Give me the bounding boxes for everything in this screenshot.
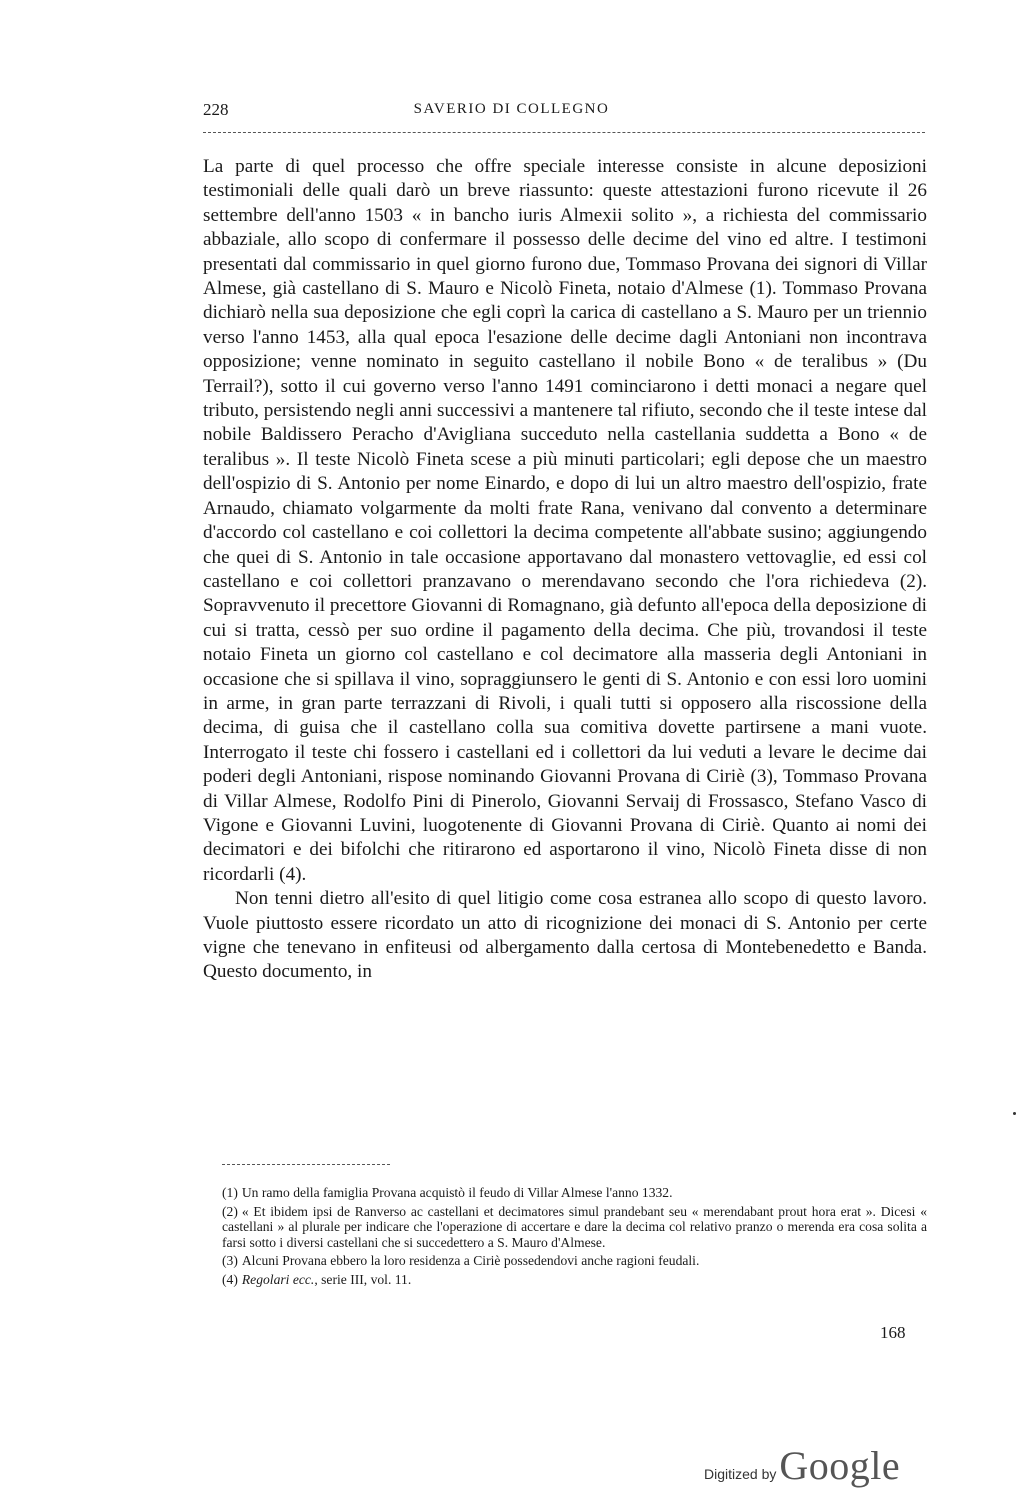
digitized-by-label: Digitized by [704,1466,777,1482]
footnote-rule [222,1164,390,1165]
footnote-number: (4) [222,1271,238,1287]
digitized-by-watermark [704,1443,901,1488]
page-number: 228 [203,100,229,119]
google-logo: Google [779,1443,901,1488]
footnote [222,1204,927,1251]
header-rule [203,132,925,133]
footnote-number: (2) [222,1203,238,1219]
footnote-text: , serie III, vol. 11. [314,1271,412,1287]
footnote [222,1185,927,1201]
scan-speck [1013,1112,1016,1115]
running-head: SAVERIO DI COLLEGNO [413,101,610,117]
footnote-text: « Et ibidem ipsi de Ranverso ac castellani et decimatores simul prandebant seu « merendabant prout hora erat ». Dicesi « castellani » al plurale per indicare che l'operazione di accertare e dare la decima col relativo pranzo o merenda era cosa solita a farsi sotto i diversi castellani che si succedettero a S. Mauro d'Almese. [222,1203,927,1250]
footnote [222,1272,927,1288]
footnote-text: Un ramo della famiglia Provana acquistò il feudo di Villar Almese l'anno 1332. [241,1185,673,1200]
footnotes [222,1185,927,1290]
paragraph: La parte di quel processo che offre speciale interesse consiste in alcune deposizioni testimoniali delle quali darò un breve riassunto: queste attestazioni furono ricevute il 26 settembre dell'anno 1503 « in bancho iuris Almexii solito », a richiesta del commissario abbaziale, allo scopo di confermare il possesso delle decime del vino ed altre. I testimoni presentati dal commissario in quel giorno furono due, Tommaso Provana dei signori di Villar Almese, già castellano di S. Mauro e Nicolò Fineta, notaio d'Almese (1). Tommaso Provana dichiarò nella sua deposizione che egli coprì la carica di castellano a S. Mauro per un triennio verso l'anno 1453, alla qual epoca l'esazione delle decime dagli Antoniani non incontrava opposizione; venne nominato in seguito castellano il nobile Bono « de teralibus » (Du Terrail?), sotto il cui governo verso l'anno 1491 cominciarono i detti monaci a negare quel tributo, persistendo negli anni successivi a mantenere tal rifiuto, secondo che il teste intese dal nobile Baldissero Peracho d'Avigliana succeduto nella castellania suddetta a Bono « de teralibus ». Il teste Nicolò Fineta scese a più minuti particolari; egli depose che un maestro dell'ospizio di S. Antonio per nome Einardo, e dopo di lui un altro maestro dell'ospizio, frate Arnaudo, chiamato volgarmente da molti frate Rana, venivano dal convento a determinare d'accordo col castellano e coi collettori la decima competente all'abbate susino; aggiungendo che quei di S. Antonio in tale occasione apportavano dal monastero vettovaglie, ed essi col castellano e coi collettori pranzavano o merendavano secondo che l'ora richiedeva (2). Sopravvenuto il precettore Giovanni di Romagnano, già defunto all'epoca della deposizione di cui si tratta, cessò per suo ordine il pagamento della decima. Che più, trovandosi il teste notaio Fineta un giorno col castellano e col decimatore alla masseria degli Antoniani in occasione che si spillava il vino, sopraggiunsero le genti di S. Antonio e con essi loro uomini in arme, in gran parte terrazzani di Rivoli, i quali tutti si opposero alla riscossione della decima, di guisa che il castellano colla sua comitiva dovette partirsene a mani vuote. Interrogato il teste chi fossero i castellani ed i collettori da lui veduti a levare le decime dai poderi degli Antoniani, rispose nominando Giovanni Provana di Ciriè (3), Tommaso Provana di Villar Almese, Rodolfo Pini di Pinerolo, Giovanni Servaij di Frossasco, Stefano Vasco di Vigone e Giovanni Luvini, luogotenente di Giovanni Provana di Ciriè. Quanto ai nomi dei decimatori e dei bifolchi che ritirarono ed asportarono il vino, Nicolò Fineta disse di non ricordarli (4). [203,156,927,885]
footnote [222,1253,927,1269]
footnote-text: Alcuni Provana ebbero la loro residenza a Ciriè possedendovi anche ragioni feudali. [241,1253,700,1268]
body-text [203,155,927,985]
footnote-citation: Regolari ecc. [241,1271,315,1287]
footnote-number: (3) [222,1253,238,1268]
footnote-number: (1) [222,1185,238,1200]
paragraph: Non tenni dietro all'esito di quel litigio come cosa estranea allo scopo di questo lavoro. Vuole piuttosto essere ricordato un atto di ricognizione dei monaci di S. Antonio per certe vigne che tenevano in enfiteusi od albergamento dalla certosa di Montebenedetto e Banda. Questo documento, in [203,888,927,983]
signature-number: 168 [880,1323,906,1342]
